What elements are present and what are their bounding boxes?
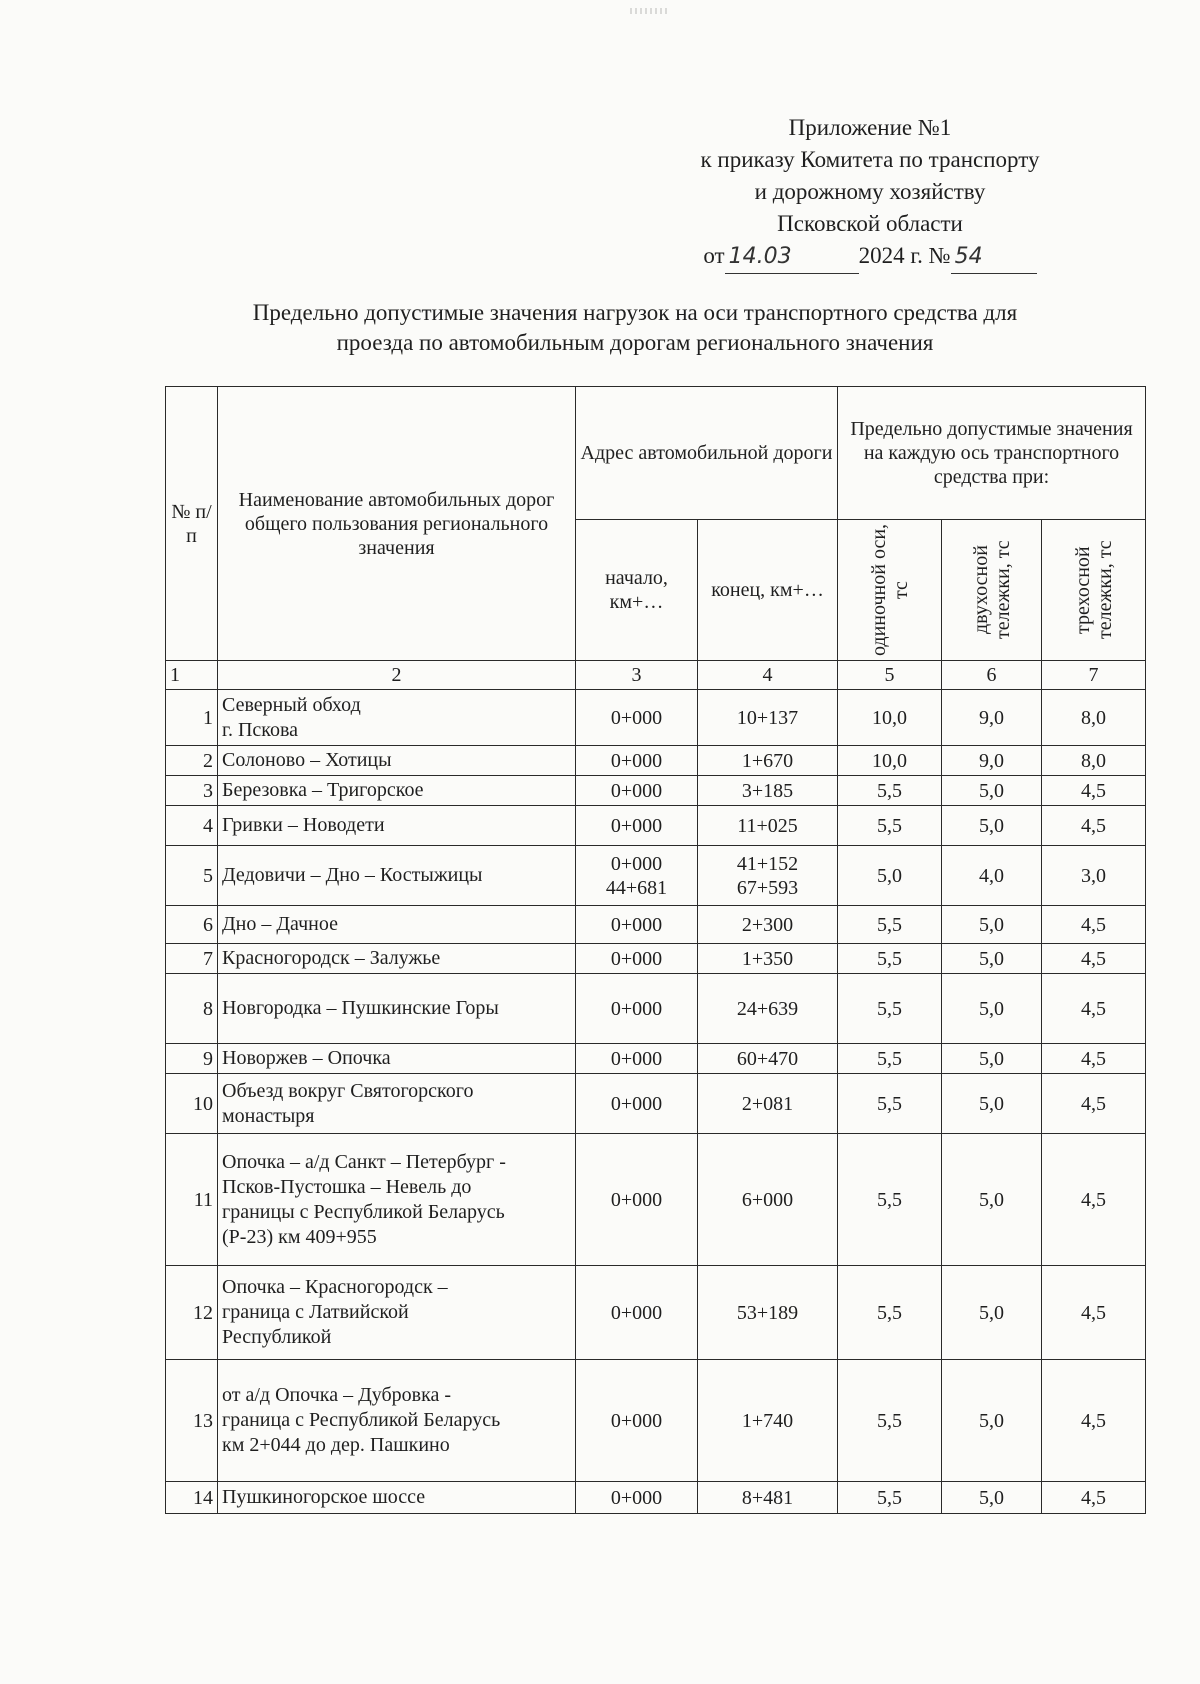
- single-axle-value: 5,5: [838, 806, 942, 846]
- triple-bogie-value: 3,0: [1042, 846, 1146, 906]
- double-bogie-value: 4,0: [942, 846, 1042, 906]
- double-bogie-value: 5,0: [942, 776, 1042, 806]
- road-name: Опочка – Красногородск – граница с Латвийской Республикой: [218, 1266, 576, 1360]
- table-row: [166, 1134, 1146, 1266]
- road-name: Дедовичи – Дно – Костыжицы: [218, 846, 576, 906]
- row-index: 10: [166, 1074, 218, 1134]
- table-row: [166, 1266, 1146, 1360]
- row-index: 5: [166, 846, 218, 906]
- row-index: 11: [166, 1134, 218, 1266]
- double-bogie-value: 5,0: [942, 1044, 1042, 1074]
- single-axle-value: 5,0: [838, 846, 942, 906]
- header-road-name: Наименование автомобильных дорог общего пользования регионального значения: [218, 387, 576, 661]
- end-km: 2+081: [698, 1074, 838, 1134]
- double-bogie-value: 5,0: [942, 974, 1042, 1044]
- header-single-axle: [838, 520, 942, 661]
- header-start: начало, км+…: [576, 520, 698, 661]
- double-bogie-value: 9,0: [942, 746, 1042, 776]
- row-index: 4: [166, 806, 218, 846]
- double-bogie-value: 5,0: [942, 1074, 1042, 1134]
- start-km: 0+000: [576, 1482, 698, 1514]
- road-name: Опочка – а/д Санкт – Петербург - Псков-Пустошка – Невель до границы с Республикой Беларусь (Р-23) км 409+955: [218, 1134, 576, 1266]
- appendix-line2: к приказу Комитета по транспорту: [700, 147, 1040, 172]
- axle-load-table: [165, 386, 1146, 1514]
- header-triple-bogie-text: трехосной тележки, тс: [1071, 540, 1116, 640]
- road-name: Пушкиногорское шоссе: [218, 1482, 576, 1514]
- single-axle-value: 5,5: [838, 1266, 942, 1360]
- triple-bogie-value: 4,5: [1042, 1044, 1146, 1074]
- header-double-bogie-text: двухосной тележки, тс: [969, 540, 1014, 640]
- column-number-row: [166, 661, 1146, 690]
- appendix-line4: Псковской области: [777, 211, 963, 236]
- start-km: 0+000 44+681: [576, 846, 698, 906]
- row-index: 14: [166, 1482, 218, 1514]
- triple-bogie-value: 4,5: [1042, 906, 1146, 944]
- table-row: [166, 974, 1146, 1044]
- single-axle-value: 10,0: [838, 746, 942, 776]
- table-row: [166, 1482, 1146, 1514]
- header-end: конец, км+…: [698, 520, 838, 661]
- row-index: 7: [166, 944, 218, 974]
- single-axle-value: 5,5: [838, 1134, 942, 1266]
- end-km: 1+350: [698, 944, 838, 974]
- title-line2: проезда по автомобильным дорогам регионального значения: [336, 330, 934, 355]
- end-km: 10+137: [698, 690, 838, 746]
- end-km: 3+185: [698, 776, 838, 806]
- header-index: № п/п: [166, 387, 218, 661]
- table-row: [166, 1360, 1146, 1482]
- double-bogie-value: 5,0: [942, 1360, 1042, 1482]
- start-km: 0+000: [576, 974, 698, 1044]
- date-handwritten: 14.03: [725, 241, 859, 274]
- header-single-axle-text: одиночной оси, тс: [867, 523, 912, 657]
- appendix-line3: и дорожному хозяйству: [754, 179, 986, 204]
- table-row: [166, 1044, 1146, 1074]
- table-row: [166, 1074, 1146, 1134]
- end-km: 11+025: [698, 806, 838, 846]
- triple-bogie-value: 4,5: [1042, 944, 1146, 974]
- road-name: Новоржев – Опочка: [218, 1044, 576, 1074]
- header-triple-bogie: [1042, 520, 1146, 661]
- triple-bogie-value: 4,5: [1042, 1360, 1146, 1482]
- table-row: [166, 846, 1146, 906]
- road-name: Солоново – Хотицы: [218, 746, 576, 776]
- triple-bogie-value: 4,5: [1042, 1266, 1146, 1360]
- column-number: 7: [1042, 661, 1146, 690]
- start-km: 0+000: [576, 906, 698, 944]
- start-km: 0+000: [576, 1134, 698, 1266]
- single-axle-value: 10,0: [838, 690, 942, 746]
- row-index: 2: [166, 746, 218, 776]
- start-km: 0+000: [576, 1074, 698, 1134]
- end-km: 2+300: [698, 906, 838, 944]
- end-km: 41+152 67+593: [698, 846, 838, 906]
- row-index: 8: [166, 974, 218, 1044]
- column-number: 5: [838, 661, 942, 690]
- start-km: 0+000: [576, 1360, 698, 1482]
- column-number: 4: [698, 661, 838, 690]
- end-km: 1+740: [698, 1360, 838, 1482]
- double-bogie-value: 5,0: [942, 1266, 1042, 1360]
- table-row: [166, 906, 1146, 944]
- table-row: [166, 806, 1146, 846]
- single-axle-value: 5,5: [838, 776, 942, 806]
- row-index: 6: [166, 906, 218, 944]
- document-title: [140, 298, 1130, 358]
- single-axle-value: 5,5: [838, 944, 942, 974]
- start-km: 0+000: [576, 746, 698, 776]
- triple-bogie-value: 4,5: [1042, 1134, 1146, 1266]
- road-name: Объезд вокруг Святогорского монастыря: [218, 1074, 576, 1134]
- single-axle-value: 5,5: [838, 1074, 942, 1134]
- double-bogie-value: 5,0: [942, 944, 1042, 974]
- header-address: Адрес автомобильной дороги: [576, 387, 838, 520]
- row-index: 3: [166, 776, 218, 806]
- table-row: [166, 776, 1146, 806]
- scan-artifact: [630, 8, 670, 14]
- triple-bogie-value: 4,5: [1042, 806, 1146, 846]
- triple-bogie-value: 8,0: [1042, 746, 1146, 776]
- date-year: 2024 г. №: [858, 243, 951, 268]
- triple-bogie-value: 4,5: [1042, 776, 1146, 806]
- single-axle-value: 5,5: [838, 1482, 942, 1514]
- triple-bogie-value: 4,5: [1042, 974, 1146, 1044]
- start-km: 0+000: [576, 690, 698, 746]
- column-number: 3: [576, 661, 698, 690]
- column-number: 6: [942, 661, 1042, 690]
- start-km: 0+000: [576, 776, 698, 806]
- end-km: 1+670: [698, 746, 838, 776]
- row-index: 1: [166, 690, 218, 746]
- column-number: 2: [218, 661, 576, 690]
- table-row: [166, 690, 1146, 746]
- road-name: Новгородка – Пушкинские Горы: [218, 974, 576, 1044]
- header-limits: Предельно допустимые значения на каждую ось транспортного средства при:: [838, 387, 1146, 520]
- road-name: Гривки – Новодети: [218, 806, 576, 846]
- road-name: Северный обход г. Пскова: [218, 690, 576, 746]
- end-km: 60+470: [698, 1044, 838, 1074]
- road-name: Березовка – Тригорское: [218, 776, 576, 806]
- road-name: Дно – Дачное: [218, 906, 576, 944]
- start-km: 0+000: [576, 944, 698, 974]
- start-km: 0+000: [576, 1266, 698, 1360]
- double-bogie-value: 5,0: [942, 1134, 1042, 1266]
- header-double-bogie: [942, 520, 1042, 661]
- double-bogie-value: 5,0: [942, 906, 1042, 944]
- double-bogie-value: 9,0: [942, 690, 1042, 746]
- single-axle-value: 5,5: [838, 1044, 942, 1074]
- single-axle-value: 5,5: [838, 1360, 942, 1482]
- table-row: [166, 746, 1146, 776]
- single-axle-value: 5,5: [838, 906, 942, 944]
- start-km: 0+000: [576, 806, 698, 846]
- row-index: 13: [166, 1360, 218, 1482]
- start-km: 0+000: [576, 1044, 698, 1074]
- appendix-header: [640, 112, 1100, 274]
- end-km: 24+639: [698, 974, 838, 1044]
- triple-bogie-value: 4,5: [1042, 1482, 1146, 1514]
- triple-bogie-value: 8,0: [1042, 690, 1146, 746]
- end-km: 8+481: [698, 1482, 838, 1514]
- single-axle-value: 5,5: [838, 974, 942, 1044]
- road-name: от а/д Опочка – Дубровка - граница с Республикой Беларусь км 2+044 до дер. Пашкино: [218, 1360, 576, 1482]
- end-km: 53+189: [698, 1266, 838, 1360]
- triple-bogie-value: 4,5: [1042, 1074, 1146, 1134]
- appendix-line1: Приложение №1: [788, 115, 952, 140]
- road-name: Красногородск – Залужье: [218, 944, 576, 974]
- row-index: 12: [166, 1266, 218, 1360]
- double-bogie-value: 5,0: [942, 806, 1042, 846]
- table-row: [166, 944, 1146, 974]
- order-number-handwritten: 54: [951, 241, 1037, 274]
- date-prefix: от: [703, 243, 725, 268]
- row-index: 9: [166, 1044, 218, 1074]
- order-date-line: [640, 240, 1100, 274]
- double-bogie-value: 5,0: [942, 1482, 1042, 1514]
- column-number: 1: [166, 661, 218, 690]
- title-line1: Предельно допустимые значения нагрузок на оси транспортного средства для: [252, 300, 1018, 325]
- end-km: 6+000: [698, 1134, 838, 1266]
